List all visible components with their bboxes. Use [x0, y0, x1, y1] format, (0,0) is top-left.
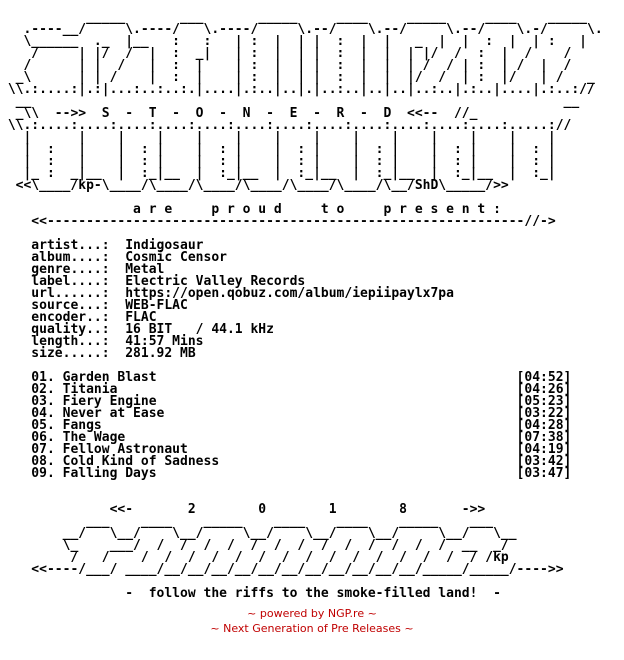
nfo-line: label....: Electric Valley Records: [0, 274, 306, 289]
nfo-line: 02. Titania [04:26]: [0, 382, 572, 397]
footer-tagline: ~ Next Generation of Pre Releases ~: [210, 622, 414, 635]
nfo-line: 03. Fiery Engine [05:23]: [0, 394, 572, 409]
nfo-line: __/ \__/ \__/ \__/ \__/ \__/ \__/ \__: [0, 526, 517, 541]
nfo-line: 08. Cold Kind of Sadness [03:42]: [0, 454, 572, 469]
footer-powered-by: ~ powered by NGP.re ~: [247, 607, 377, 620]
nfo-line: 04. Never at Ease [03:22]: [0, 406, 572, 421]
nfo-line: \______ ._ |__ : : | : | | | : | | _ | | : | | : |: [0, 34, 587, 49]
nfo-line: __ __: [0, 94, 580, 109]
nfo-line: album....: Cosmic Censor: [0, 250, 227, 265]
nfo-line: a r e p r o u d t o p r e s e n t :: [0, 202, 501, 217]
nfo-line: genre....: Metal: [0, 262, 165, 277]
nfo-line: url......: https://open.qobuz.com/album/iepiipaylx7pa: [0, 286, 454, 301]
nfo-line: artist...: Indigosaur: [0, 238, 204, 253]
nfo-line: - follow the riffs to the smoke-filled land! -: [0, 586, 501, 601]
nfo-line: encoder..: FLAC: [0, 310, 157, 325]
nfo-line: \\.:....:|.:|...:..:..:.|....|.:..|..|.|..:..|..|..|..:..|.:..|....|.:..://: [0, 82, 595, 97]
nfo-line: <<- 2 0 1 8 ->>: [0, 502, 486, 517]
nfo-line: .----__/ \.----/ \.----/ \.--/ \.--/ \.--/ \.-/ \.: [0, 22, 603, 37]
nfo-line: / / / / / / / / / / / / / / / / / /kp: [0, 550, 509, 565]
nfo-line: length...: 41:57 Mins: [0, 334, 204, 349]
nfo-line: \_ ___/ / / / / / / / / / / / / / __ _/: [0, 538, 509, 553]
nfo-line: 06. The Wage [07:38]: [0, 430, 572, 445]
nfo-line: _\ | | / | : | | : | | | : | | |/ / | : |/ | / _: [0, 70, 595, 85]
nfo-line: 07. Fellow Astronaut [04:19]: [0, 442, 572, 457]
nfo-line: 01. Garden Blast [04:52]: [0, 370, 572, 385]
nfo-line: | : | | : | | : | | : | | : | | : | | : |: [0, 154, 556, 169]
nfo-line: / | | / | : | | : | | | : | | | / / | : | / | /: [0, 58, 572, 73]
nfo-line: ___ ____ _____ ____ ____ _____ ___: [0, 514, 494, 529]
nfo-line: <<\____/kp-\____/\____/\____/\____/\____/\____/\__/ShD\_____/>>: [0, 178, 509, 193]
nfo-line: | : | | : | | : | | : | | : | | : | | : |: [0, 142, 556, 157]
nfo-line: / | |/ / | : _| | : | | | : | | | |/ / : | / /: [0, 46, 572, 61]
nfo-line: source...: WEB-FLAC: [0, 298, 188, 313]
nfo-line: |_ : _|__ | :_|__ | :_|__ | :_|__ | :_|__ | :_|__ | :_|: [0, 166, 556, 181]
nfo-line: size.....: 281.92 MB: [0, 346, 196, 361]
nfo-line: | | | | | | | | | | | | | |: [0, 130, 556, 145]
nfo-line: 09. Falling Days [03:47]: [0, 466, 572, 481]
nfo-line: \\.:....:....:....:....:....:....:....:....:....:....:....:....:.....://: [0, 118, 572, 133]
nfo-line: <<-------------------------------------------------------------//->: [0, 214, 556, 229]
nfo-line: _\\ -->> S - T - O - N - E - R - D <<-- //_: [0, 106, 478, 121]
nfo-line: 05. Fangs [04:28]: [0, 418, 572, 433]
nfo-line: <<----/___/ ____/__/__/__/__/__/__/__/__/__/__/__/_____/_____/---->>: [0, 562, 564, 577]
nfo-line: quality..: 16 BIT / 44.1 kHz: [0, 322, 274, 337]
nfo-line: _____ ___ _____ ____ _____ ____ _____: [0, 10, 587, 25]
nfo-line: [0, 480, 624, 492]
